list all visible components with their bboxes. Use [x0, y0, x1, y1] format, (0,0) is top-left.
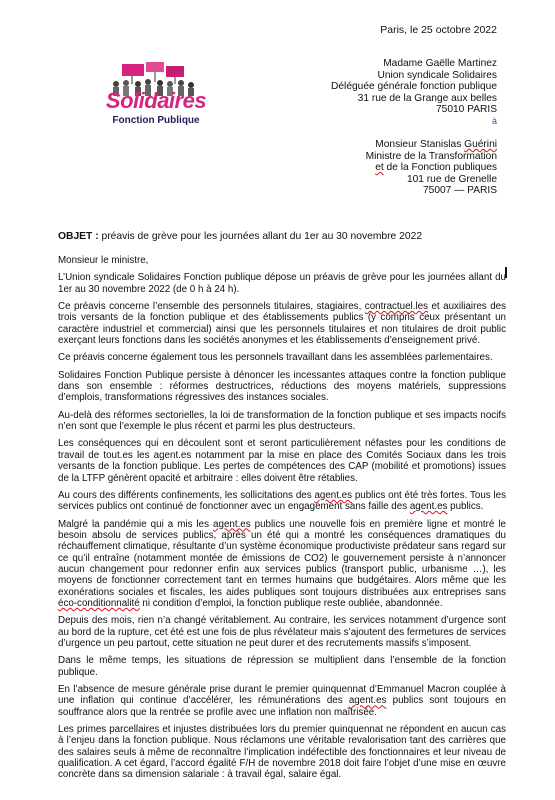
sender-line: 31 rue de la Grange aux belles [357, 92, 497, 104]
recipient-name-prefix: Monsieur Stanislas [375, 139, 465, 150]
sender-line: Déléguée générale fonction publique [331, 81, 497, 93]
spellcheck-word: agent.es [314, 489, 353, 501]
paragraph: Les primes parcellaires et injustes distribuées lors du premier quinquennat ne répondent en aucun cas à l’enjeu dans la fonction publique. Nous réclamons une véritable revalorisation tant des carrières que des salaires seuls à même de reconnaître l’implication indéfectible des fonctionnaires et leur niveau de qualification. A cet égard, l’accord égalité F/H de novembre 2018 doit faire l’objet d’une mise en œuvre concrète dans sa dimension salariale : à travail égal, salaire égal. [58, 724, 506, 781]
paragraph: Ce préavis concerne également tous les personnels travaillant dans les assemblées parlementaires. [58, 352, 493, 364]
spellcheck-word: agent.es [409, 501, 448, 513]
spellcheck-word: agent.es [213, 518, 251, 530]
recipient-line: Ministre de la Transformation [365, 150, 497, 162]
recipient-address [366, 139, 497, 197]
sender-line: Madame Gaëlle Martinez [383, 58, 497, 69]
logo-wordmark: Solidaires [105, 88, 207, 113]
spellcheck-word: contractuel.les [364, 301, 428, 313]
sender-address [331, 58, 497, 128]
paragraph: En l’absence de mesure générale prise durant le premier quinquennat d’Emmanuel Macron couplée à une inflation qui continue d’accélérer, les rémunérations des agent.es publics sont toujours en souffrance alors que la rentrée se profile avec une inflation non maîtrisée. [58, 684, 507, 718]
recipient-line [366, 162, 497, 174]
recipient-line3-rest: de la Fonction publiques [383, 162, 497, 174]
paragraph: Au-delà des réformes sectorielles, la loi de transformation de la fonction publique et ses impacts nocifs n’en sont que l’exemple le plus récent et parmi les plus destructeurs. [58, 409, 506, 433]
paragraph: Ce préavis concerne l’ensemble des personnels titulaires, stagiaires, contractuel.les et auxiliaires des trois versants de la fonction publique et des établissements publics (y compris ceux présentant un caractère industriel et commercial) ainsi que les personnels titulaires et non titulaires de droit public exerçant leurs fonctions dans les sociétés anonymes et les établissements d’enseignement privé. [58, 301, 506, 347]
recipient-line: 75007 — PARIS [423, 185, 497, 197]
paragraph: Dans le même temps, les situations de répression se multiplient dans l’ensemble de la fonction publique. [58, 655, 506, 678]
paragraph: Depuis des mois, rien n’a changé véritablement. Au contraire, les services notamment d’urgence sont au bord de la rupture, cet été est une fois de plus révélateur mais s’ajoutent des fermetures de services d’urgence un peu partout, cette situation ne peut durer et des recrutements massifs s’imposent. [58, 615, 506, 649]
subject-line [58, 231, 422, 242]
solidaires-logo [96, 62, 216, 134]
letter-date: Paris, le 25 octobre 2022 [380, 24, 497, 36]
recipient-name [366, 139, 497, 151]
paragraph: Au cours des différents confinements, les sollicitations des agent.es publics ont été très fortes. Tous les services publics ont continué de fonctionner avec un engagement sans faille des agent.es publics. [58, 489, 506, 513]
logo-subtitle: Fonction Publique [112, 115, 200, 126]
sender-line: 75010 PARIS [436, 104, 497, 116]
letter-body [58, 255, 506, 787]
paragraph: Les conséquences qui en découlent sont et seront particulièrement néfastes pour les conditions de travail de tout.es les agent.es notamment par la mise en place des Comités Sociaux dans les trois versants de la fonction publique. Les pertes de compétences des CAP (mobilité et promotions) issues de la LTFP génèrent opacité et arbitraire : elles doivent être rétablies. [58, 438, 506, 484]
paragraph: Malgré la pandémie qui a mis les agent.es publics une nouvelle fois en première ligne et montré le besoin absolu de services publics, après un été qui a montré les conséquences dramatiques du réchauffement climatique, résultante d’un système économique productiviste prédateur sans regard sur ce qu’il entraîne (notamment montée de émissions de CO2) le gouvernement persiste à n’annoncer aucun changement pour redonner enfin aux services publics (transport public, urbanisme …), les moyens de fonctionner correctement tant en termes humains que budgétaires. Alors même que les exonérations sociales et fiscales, les aides publiques sont toujours distribuées aux entreprises sans éco-conditionnalité ni condition d’emploi, la fonction publique reste oubliée, abandonnée. [58, 518, 506, 609]
spellcheck-word: éco-conditionnalité [58, 597, 140, 609]
paragraph: Solidaires Fonction Publique persiste à dénoncer les incessantes attaques contre la fonction publique dans son ensemble : réformes destructrices, réductions des moyens matériels, suppressions d’emplois, transformations régressives des instances sociales. [58, 369, 506, 404]
stray-a: à [491, 115, 497, 126]
spellcheck-word: agent.es [348, 695, 387, 707]
subject-text: préavis de grève pour les journées allant du 1er au 30 novembre 2022 [98, 231, 423, 242]
sender-line: Union syndicale Solidaires [377, 69, 497, 81]
salutation: Monsieur le ministre, [58, 255, 149, 266]
paragraph: L’Union syndicale Solidaires Fonction publique dépose un préavis de grève pour les journées allant du 1er au 30 novembre 2022 (de 0 h à 24 h). [58, 272, 506, 295]
recipient-surname: Guérini [464, 139, 497, 150]
recipient-et: et [375, 162, 384, 174]
recipient-line: 101 rue de Grenelle [406, 173, 497, 185]
subject-label: OBJET : [58, 231, 99, 242]
